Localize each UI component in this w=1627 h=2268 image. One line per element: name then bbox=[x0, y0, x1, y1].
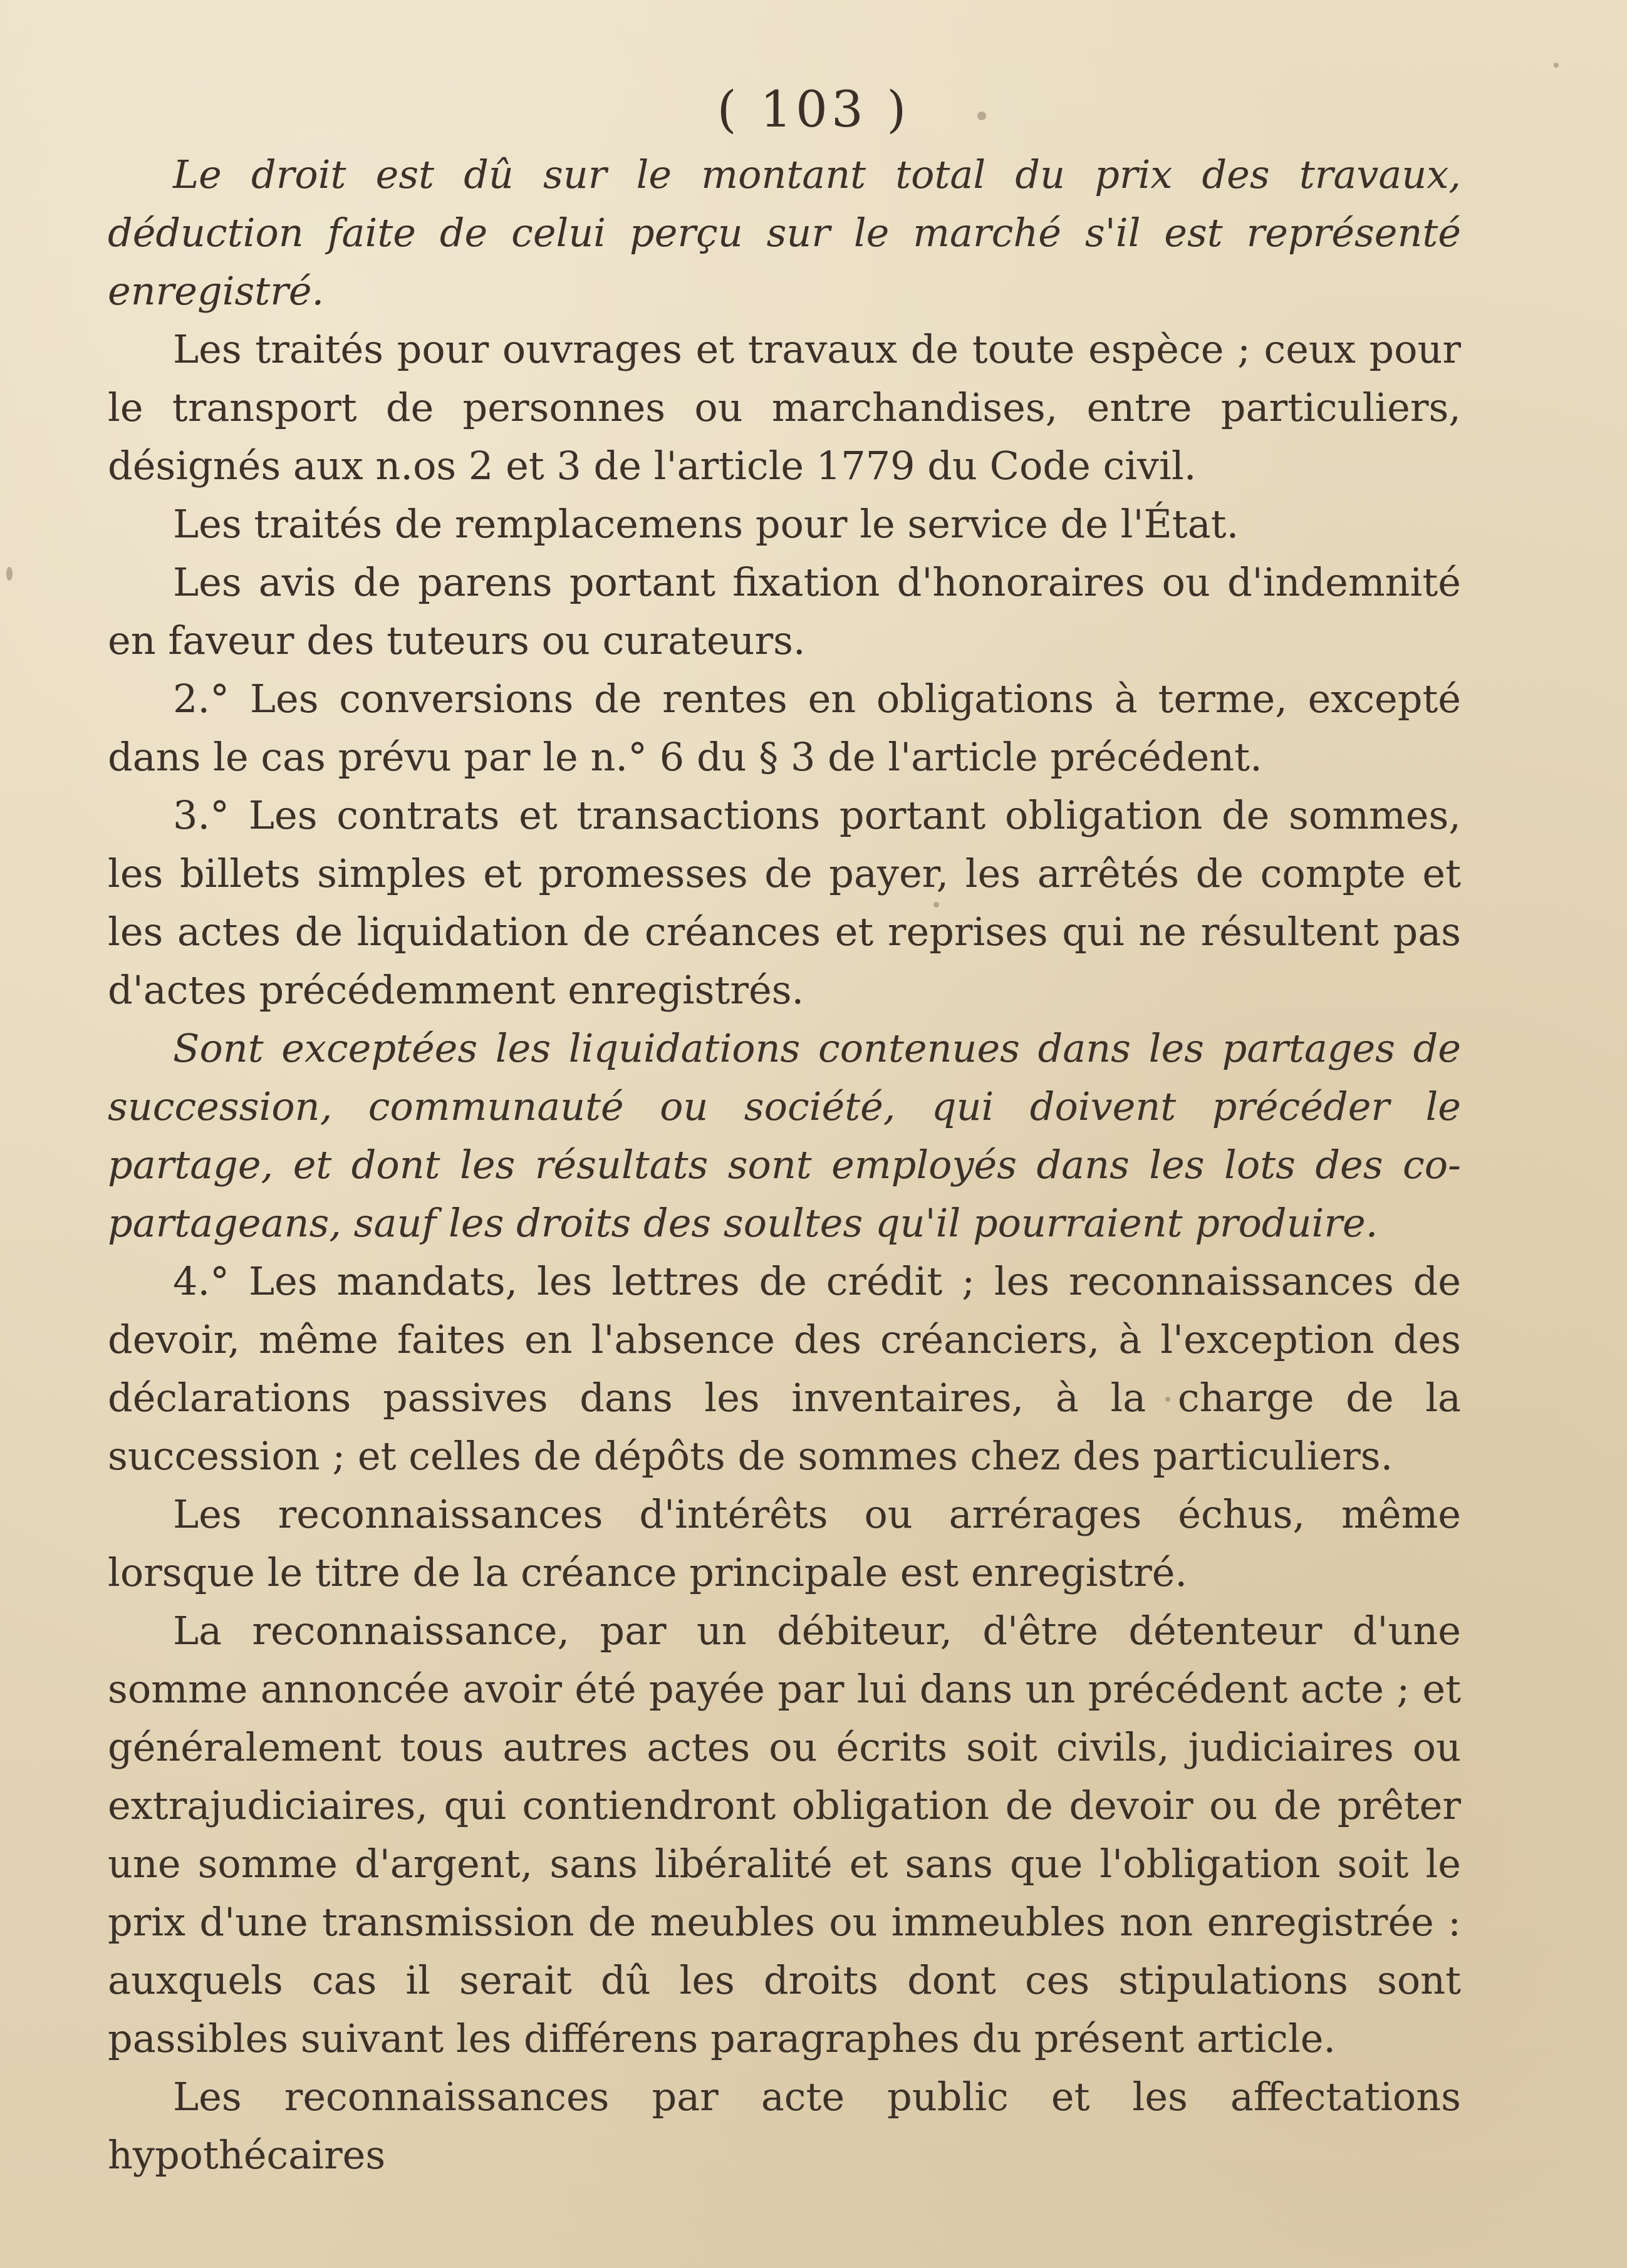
paper-speck bbox=[1554, 63, 1559, 68]
paragraph-traites-remplacemens: Les traités de remplacemens pour le service de l'État. bbox=[173, 501, 1239, 547]
paper-speck bbox=[6, 567, 13, 581]
body-text bbox=[108, 145, 1461, 2184]
paragraph-reconnaissance-debiteur: La reconnaissance, par un débiteur, d'être détenteur d'une somme annoncée avoir été payée par lui dans un précédent acte ; et généralement tous autres actes ou écrits soit civils, judiciaires ou extrajudiciaires, qui contiendront obligation de devoir ou de prêter une somme d'argent, sans libéralité et sans que l'obligation soit le prix d'une transmission de meubles ou immeubles non enregistrée : auxquels cas il serait dû les droits dont ces stipulations sont passibles suivant les différens paragraphes du présent article. bbox=[108, 1608, 1461, 2061]
paragraph-mandats: 4.° Les mandats, les lettres de crédit ; les reconnaissances de devoir, même faites en l'absence des créanciers, à l'exception des déclarations passives dans les inventaires, à la charge de la succession ; et celles de dépôts de sommes chez des particuliers. bbox=[108, 1258, 1461, 1479]
paragraph-conversions-rentes: 2.° Les conversions de rentes en obligations à terme, excepté dans le cas prévu par le n.° 6 du § 3 de l'article précédent. bbox=[108, 676, 1461, 780]
page-number: ( 103 ) bbox=[717, 80, 910, 138]
paragraph-reconnaissances-acte-public: Les reconnaissances par acte public et les affectations hypothécaires bbox=[108, 2074, 1461, 2178]
paragraph-droit-travaux: Le droit est dû sur le montant total du prix des travaux, déduction faite de celui perçu sur le marché s'il est représenté enregistré. bbox=[108, 152, 1461, 314]
paragraph-reconnaissances-interets: Les reconnaissances d'intérêts ou arrérages échus, même lorsque le titre de la créance principale est enregistré. bbox=[108, 1491, 1461, 1595]
paragraph-avis-parens: Les avis de parens portant fixation d'honoraires ou d'indemnité en faveur des tuteurs ou curateurs. bbox=[108, 559, 1461, 663]
paragraph-traites-ouvrages: Les traités pour ouvrages et travaux de toute espèce ; ceux pour le transport de personnes ou marchandises, entre particuliers, désignés aux n.os 2 et 3 de l'article 1779 du Code civil. bbox=[108, 326, 1461, 489]
paragraph-exceptions-liquidations: Sont exceptées les liquidations contenues dans les partages de succession, communauté ou société, qui doivent précéder le partage, et dont les résultats sont employés dans les lots des co-partageans, sauf les droits des soultes qu'il pourraient produire. bbox=[108, 1025, 1461, 1246]
paragraph-contrats-transactions: 3.° Les contrats et transactions portant obligation de sommes, les billets simples et promesses de payer, les arrêtés de compte et les actes de liquidation de créances et reprises qui ne résultent pas d'actes précédemment enregistrés. bbox=[108, 792, 1461, 1013]
